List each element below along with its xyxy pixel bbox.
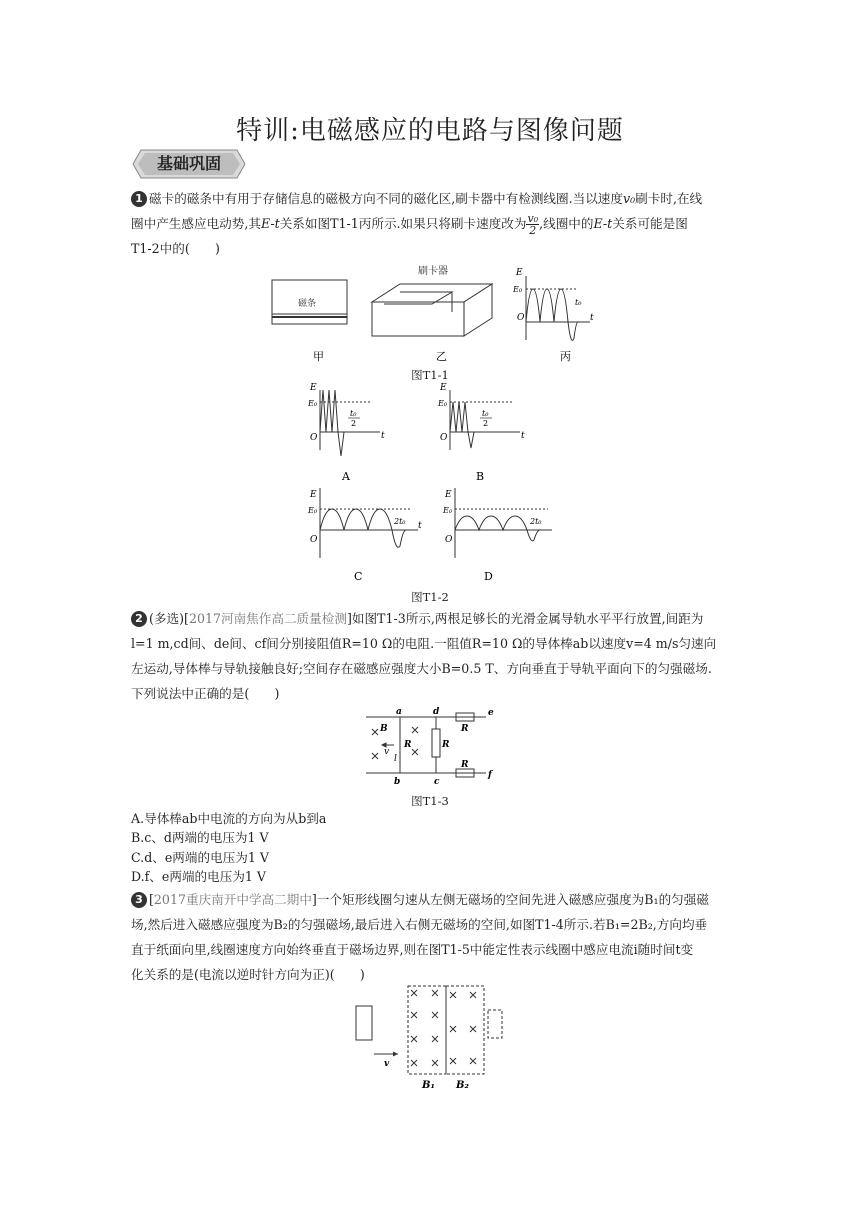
q1-et1: E-t [260,216,280,231]
frac-bottom: 2 [529,224,537,237]
b1-field-crosses [411,990,438,1066]
q2-source: 2017河南焦作高二质量检测 [188,611,347,626]
q1-line-1 [131,186,731,211]
label-b: b [394,777,401,787]
q2-line-1 [131,606,731,631]
q3-text [131,887,731,987]
q2-text [131,606,731,706]
A-axis-E0: E₀ [308,399,318,408]
A-half-top: t₀ [350,409,357,418]
caption-t1-3: 图T1-3 [411,794,449,808]
label-R-rod: R [404,740,412,750]
A-axis-O: O [310,433,318,443]
badge-label: 基础巩固 [156,154,221,173]
q2-option-A: A.导体棒ab中电流的方向为从b到a [131,811,327,826]
card-reader-diagram [372,284,492,336]
q3-line-4: 化关系的是(电流以逆时针方向为正)( ) [131,967,365,982]
label-d: d [433,707,440,717]
q1-line2a: 圈中产生感应电动势,其 [131,216,261,231]
figure-t1-1 [260,262,610,370]
q3-number: 3 [131,892,147,908]
bing-axis-O: O [517,313,525,323]
label-B1: B₁ [422,1080,435,1091]
q1-text [131,186,731,261]
et-graph-A [320,390,380,456]
B-half-top: t₀ [482,409,489,418]
A-axis-t: t [381,431,385,441]
C-two-t0: 2t₀ [394,517,406,526]
q2-number: 2 [131,611,147,627]
label-R-cd: R [442,740,450,750]
label-A: A [342,470,350,483]
q3-line1: ]一个矩形线圈匀速从左侧无磁场的空间先进入磁感应强度为B₁的匀强磁 [311,892,709,907]
q3-source: 2017重庆南开中学高二期中 [153,892,312,907]
figure-t1-3 [362,705,512,787]
B-axis-t: t [521,431,525,441]
D-axis-O: O [445,535,453,545]
q1-number: 1 [131,191,147,207]
q2-prefix: (多选)[ [149,611,189,626]
label-c: c [434,777,440,787]
B-axis-E: E [440,383,447,393]
label-B2: B₂ [456,1080,469,1091]
D-axis-E0: E₀ [443,506,453,515]
label-D: D [484,570,493,583]
et-graph-bing [526,276,590,340]
q1-line-2 [131,211,731,236]
C-axis-t: t [418,521,422,531]
caption-t1-2: 图T1-2 [411,590,449,604]
C-axis-E: E [310,490,317,500]
q1-line-3: T1-2中的( ) [131,241,220,256]
B-axis-O: O [440,433,448,443]
label-v-t14: v [384,1059,390,1069]
section-badge [131,148,247,180]
q1-line1b-text: 刷卡时,在线 [635,191,703,206]
q2-line-2: l=1 m,cd间、de间、cf间分别接阻值R=10 Ω的电阻.一阻值R=10 Ω的导体棒ab以速度v=4 m/s匀速向 [131,636,717,651]
A-axis-E: E [310,383,317,393]
bing-axis-E0: E₀ [513,285,523,294]
label-C: C [354,570,363,583]
reader-label: 刷卡器 [418,266,448,277]
label-B: B [380,724,388,734]
q1-fraction [526,213,539,236]
q2-line-3: 左运动,导体棒与导轨接触良好;空间存在磁感应强度大小B=0.5 T、方向垂直于导轨平面向下的匀强磁场. [131,661,712,676]
frac-top: v₀ [527,212,539,225]
magnet-card-diagram [272,280,347,324]
label-jia: 甲 [313,350,324,363]
q2-option-D: D.f、e两端的电压为1 V [131,869,267,884]
A-half-bot: 2 [351,419,357,428]
magnet-label: 磁条 [298,299,317,309]
D-axis-E: E [445,490,452,500]
q1-line1-text: 磁卡的磁条中有用于存储信息的磁极方向不同的磁化区,刷卡器中有检测线圈.当以速度 [149,191,623,206]
D-two-t0: 2t₀ [530,517,542,526]
q3-line-2: 场,然后进入磁感应强度为B₂的匀强磁场,最后进入右侧无磁场的空间,如图T1-4所示.若B₁=2B₂,方向均垂 [131,917,708,932]
label-R-de: R [461,724,469,734]
q1-et2: E-t [593,216,613,231]
label-a: a [396,707,402,717]
label-yi: 乙 [436,350,447,363]
figure-t1-4 [350,984,510,1092]
label-e: e [488,708,494,718]
label-l: l [394,754,397,764]
B-axis-E0: E₀ [438,399,448,408]
bing-axis-E: E [516,268,523,278]
label-bing: 丙 [560,350,571,363]
label-v: v [384,747,390,757]
page-title: 特训:电磁感应的电路与图像问题 [236,116,624,146]
q1-line2b: 关系如图T1-1丙所示.如果只将刷卡速度改为 [279,216,527,231]
q3-line-3: 直于纸面向里,线圈速度方向始终垂直于磁场边界,则在图T1-5中能定性表示线圈中感应电流i随时间t变 [131,942,694,957]
b2-field-crosses [450,992,476,1064]
q3-source-open: [ [149,892,154,907]
bing-axis-t: t [590,313,594,323]
q2-option-C: C.d、e两端的电压为1 V [131,850,269,865]
caption-t1-1: 图T1-1 [411,368,449,382]
C-axis-E0: E₀ [308,506,318,515]
B-half-bot: 2 [483,419,489,428]
label-B: B [476,470,485,483]
q3-line-1 [131,887,731,912]
label-f: f [488,770,492,780]
q2-line1: ]如图T1-3所示,两根足够长的光滑金属导轨水平平行放置,间距为 [346,611,704,626]
q1-v0: v₀ [622,191,636,206]
bing-t0: t₀ [575,298,582,307]
figure-t1-2 [290,380,560,588]
q1-line2c: ,线圈中的 [539,216,594,231]
q2-line-4: 下列说法中正确的是( ) [131,686,280,701]
q1-line2d: 关系可能是图 [612,216,688,231]
q2-option-B: B.c、d两端的电压为1 V [131,830,269,845]
label-R-cf: R [461,760,469,770]
velocity-arrow-head [393,1052,398,1057]
C-axis-O: O [310,535,318,545]
